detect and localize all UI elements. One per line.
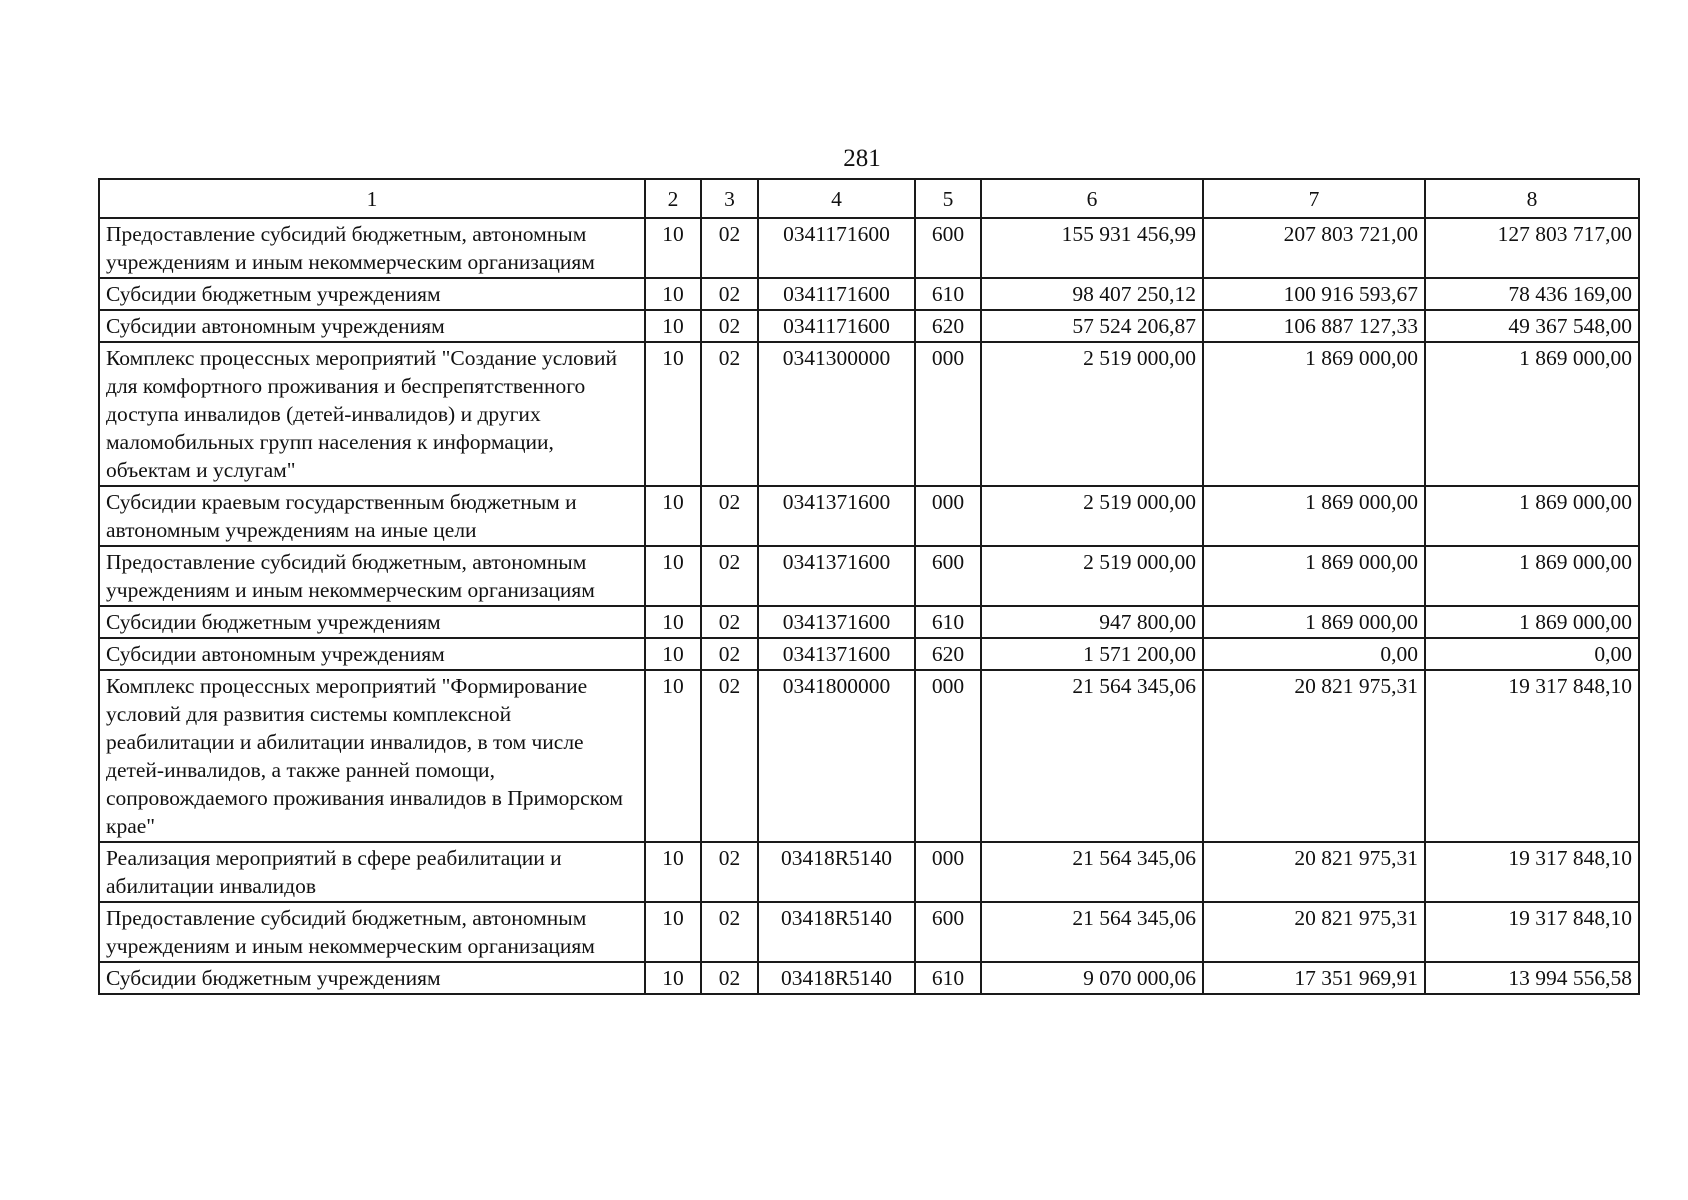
table-row: [99, 278, 1639, 310]
table-row: [99, 218, 1639, 278]
row-amount-col-6: 98 407 250,12: [981, 278, 1203, 310]
row-target-code: 03418R5140: [758, 842, 915, 902]
row-section-code: 10: [645, 606, 701, 638]
row-amount-col-7: 20 821 975,31: [1203, 670, 1425, 842]
table-row: [99, 670, 1639, 842]
row-name: Предоставление субсидий бюджетным, автономным учреждениям и иным некоммерческим организациям: [99, 546, 645, 606]
row-target-code: 0341171600: [758, 218, 915, 278]
row-amount-col-8: 78 436 169,00: [1425, 278, 1639, 310]
row-section-code: 10: [645, 670, 701, 842]
row-subsection-code: 02: [701, 638, 758, 670]
row-expense-type-code: 620: [915, 310, 981, 342]
row-name: Субсидии краевым государственным бюджетным и автономным учреждениям на иные цели: [99, 486, 645, 546]
row-amount-col-7: 20 821 975,31: [1203, 842, 1425, 902]
row-section-code: 10: [645, 638, 701, 670]
row-section-code: 10: [645, 486, 701, 546]
row-name: Субсидии бюджетным учреждениям: [99, 962, 645, 994]
row-expense-type-code: 000: [915, 342, 981, 486]
row-amount-col-7: 20 821 975,31: [1203, 902, 1425, 962]
row-section-code: 10: [645, 842, 701, 902]
row-section-code: 10: [645, 342, 701, 486]
row-target-code: 0341171600: [758, 310, 915, 342]
row-amount-col-8: 1 869 000,00: [1425, 342, 1639, 486]
row-subsection-code: 02: [701, 218, 758, 278]
table-row: [99, 902, 1639, 962]
row-target-code: 0341300000: [758, 342, 915, 486]
table-row: [99, 486, 1639, 546]
row-amount-col-8: 49 367 548,00: [1425, 310, 1639, 342]
row-name: Предоставление субсидий бюджетным, автономным учреждениям и иным некоммерческим организациям: [99, 218, 645, 278]
row-subsection-code: 02: [701, 606, 758, 638]
row-section-code: 10: [645, 310, 701, 342]
row-name: Субсидии бюджетным учреждениям: [99, 278, 645, 310]
header-col-6: 6: [981, 179, 1203, 218]
row-name: Субсидии бюджетным учреждениям: [99, 606, 645, 638]
row-amount-col-8: 19 317 848,10: [1425, 670, 1639, 842]
row-section-code: 10: [645, 962, 701, 994]
row-amount-col-7: 0,00: [1203, 638, 1425, 670]
row-name: Комплекс процессных мероприятий "Формирование условий для развития системы комплексной реабилитации и абилитации инвалидов, в том числе детей-инвалидов, а также ранней помощи, сопровождаемого проживания инвалидов в Приморском крае": [99, 670, 645, 842]
row-target-code: 0341171600: [758, 278, 915, 310]
row-target-code: 03418R5140: [758, 962, 915, 994]
row-expense-type-code: 620: [915, 638, 981, 670]
row-amount-col-7: 1 869 000,00: [1203, 606, 1425, 638]
row-amount-col-8: 127 803 717,00: [1425, 218, 1639, 278]
row-subsection-code: 02: [701, 962, 758, 994]
row-target-code: 0341371600: [758, 546, 915, 606]
row-amount-col-6: 57 524 206,87: [981, 310, 1203, 342]
page-number: 281: [843, 145, 881, 172]
header-col-4: 4: [758, 179, 915, 218]
row-amount-col-8: 19 317 848,10: [1425, 842, 1639, 902]
row-subsection-code: 02: [701, 842, 758, 902]
row-amount-col-6: 2 519 000,00: [981, 546, 1203, 606]
row-expense-type-code: 000: [915, 670, 981, 842]
row-amount-col-8: 1 869 000,00: [1425, 546, 1639, 606]
row-subsection-code: 02: [701, 310, 758, 342]
row-amount-col-6: 21 564 345,06: [981, 842, 1203, 902]
header-col-8: 8: [1425, 179, 1639, 218]
row-amount-col-6: 2 519 000,00: [981, 486, 1203, 546]
header-col-3: 3: [701, 179, 758, 218]
row-expense-type-code: 000: [915, 842, 981, 902]
row-name: Комплекс процессных мероприятий "Создание условий для комфортного проживания и беспрепятственного доступа инвалидов (детей-инвалидов) и других маломобильных групп населения к информации, объектам и услугам": [99, 342, 645, 486]
row-amount-col-6: 1 571 200,00: [981, 638, 1203, 670]
row-expense-type-code: 610: [915, 606, 981, 638]
row-expense-type-code: 000: [915, 486, 981, 546]
row-amount-col-7: 106 887 127,33: [1203, 310, 1425, 342]
row-subsection-code: 02: [701, 902, 758, 962]
row-section-code: 10: [645, 902, 701, 962]
row-expense-type-code: 610: [915, 962, 981, 994]
table-row: [99, 310, 1639, 342]
row-amount-col-7: 207 803 721,00: [1203, 218, 1425, 278]
row-amount-col-8: 1 869 000,00: [1425, 606, 1639, 638]
row-amount-col-6: 9 070 000,06: [981, 962, 1203, 994]
table-row: [99, 546, 1639, 606]
row-target-code: 0341371600: [758, 606, 915, 638]
row-amount-col-7: 1 869 000,00: [1203, 546, 1425, 606]
table-row: [99, 638, 1639, 670]
budget-table: [98, 178, 1640, 995]
header-col-5: 5: [915, 179, 981, 218]
row-expense-type-code: 610: [915, 278, 981, 310]
table-row: [99, 842, 1639, 902]
row-amount-col-7: 17 351 969,91: [1203, 962, 1425, 994]
row-amount-col-8: 0,00: [1425, 638, 1639, 670]
row-name: Субсидии автономным учреждениям: [99, 310, 645, 342]
row-amount-col-8: 1 869 000,00: [1425, 486, 1639, 546]
header-row: [99, 179, 1639, 218]
row-target-code: 0341371600: [758, 638, 915, 670]
row-subsection-code: 02: [701, 486, 758, 546]
table-row: [99, 606, 1639, 638]
table-row: [99, 962, 1639, 994]
row-section-code: 10: [645, 218, 701, 278]
row-name: Субсидии автономным учреждениям: [99, 638, 645, 670]
row-name: Предоставление субсидий бюджетным, автономным учреждениям и иным некоммерческим организациям: [99, 902, 645, 962]
header-col-7: 7: [1203, 179, 1425, 218]
row-section-code: 10: [645, 546, 701, 606]
row-target-code: 0341371600: [758, 486, 915, 546]
row-subsection-code: 02: [701, 278, 758, 310]
header-col-2: 2: [645, 179, 701, 218]
row-amount-col-8: 13 994 556,58: [1425, 962, 1639, 994]
header-col-1: 1: [99, 179, 645, 218]
row-amount-col-8: 19 317 848,10: [1425, 902, 1639, 962]
row-amount-col-7: 1 869 000,00: [1203, 342, 1425, 486]
row-subsection-code: 02: [701, 342, 758, 486]
row-section-code: 10: [645, 278, 701, 310]
row-amount-col-6: 21 564 345,06: [981, 902, 1203, 962]
row-expense-type-code: 600: [915, 546, 981, 606]
row-amount-col-6: 21 564 345,06: [981, 670, 1203, 842]
row-amount-col-7: 100 916 593,67: [1203, 278, 1425, 310]
row-amount-col-6: 947 800,00: [981, 606, 1203, 638]
row-subsection-code: 02: [701, 546, 758, 606]
row-target-code: 0341800000: [758, 670, 915, 842]
table-row: [99, 342, 1639, 486]
row-amount-col-7: 1 869 000,00: [1203, 486, 1425, 546]
row-name: Реализация мероприятий в сфере реабилитации и абилитации инвалидов: [99, 842, 645, 902]
row-subsection-code: 02: [701, 670, 758, 842]
row-amount-col-6: 2 519 000,00: [981, 342, 1203, 486]
row-expense-type-code: 600: [915, 218, 981, 278]
row-target-code: 03418R5140: [758, 902, 915, 962]
row-expense-type-code: 600: [915, 902, 981, 962]
row-amount-col-6: 155 931 456,99: [981, 218, 1203, 278]
